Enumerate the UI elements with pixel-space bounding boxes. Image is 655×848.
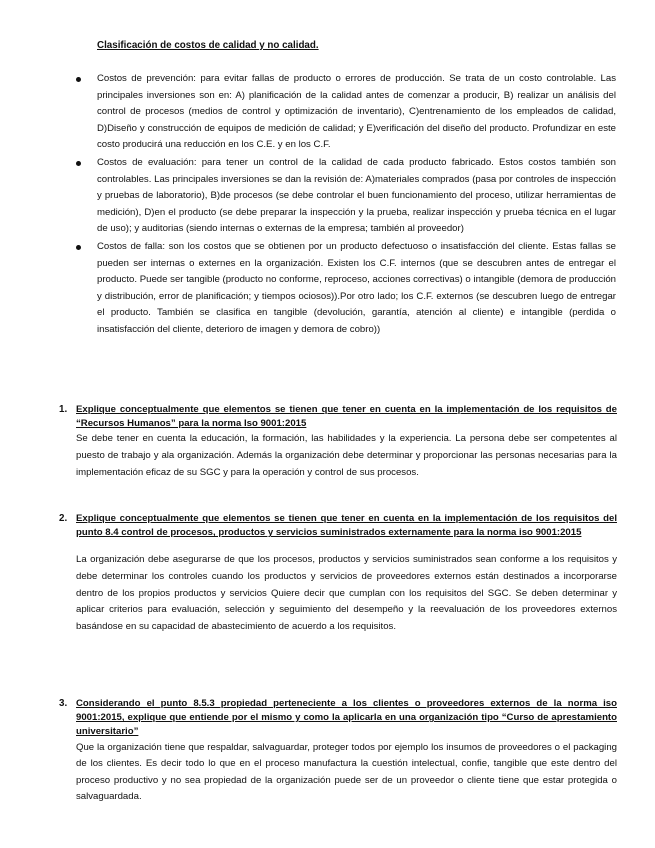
bullet-text: Costos de falla: son los costos que se obtienen por un producto defectuoso o insatisfacción del cliente. Estas fallas se pueden ser internas o externes en la organización. Existen los C.F. internos (que se descubren antes de entregar el producto. Puede ser tangible (producto no conforme, reproceso, acciones correctivas) o intangible (demora de producción y distribución, error de planificación; y tiempos ociosos)).Por otro lado; los C.F. externos (se descubren luego de entregar el producto. También se clasifica en tangible (devolución, garantía, atención al cliente) e intangible (perdida o insatisfacción del cliente, deterioro de imagen y demora de cobro)) (97, 240, 616, 335)
question-heading: Explique conceptualmente que elementos se tienen que tener en cuenta en la implementación de los requisitos de “Recursos Humanos” para la norma Iso 9001:2015 (76, 404, 617, 430)
cost-bullet-list (76, 71, 616, 340)
question-section-3 (59, 697, 617, 806)
bullet-dot-icon (76, 161, 81, 166)
bullet-text: Costos de evaluación: para tener un control de la calidad de cada producto fabricado. Estos costos también son controlables. Las principales inversiones se dan la revisión de: A)materiales comprados (pasa por controles de inspección y pruebas de laboratorio), B)de procesos (se debe controlar el buen funcionamiento del proceso, utilizar herramientas de medición), D)en el producto (se debe preparar la inspección y la prueba, realizar inspección y prueba técnica en el lugar de uso); y auditorias (siendo internas o externas de la empresa; también al proveedor) (97, 156, 616, 235)
question-number: 1. (59, 404, 68, 415)
bullet-dot-icon (76, 245, 81, 250)
answer-paragraph: La organización debe asegurarse de que los procesos, productos y servicios suministrados sean conforme a los requisitos y debe determinar los controles cuando los productos y servicios de proveedores externos están destinados a incorporarse dentro de los propios productos y servicios Quiere decir que cumplan con los requisitos del SGC. Se deben determinar y aplicar criterios para evaluación, selección y seguimiento del desempeño y la reevaluación de los proveedores externos basándose en su capacidad de abastecimiento de acuerdo a los requisitos. (76, 554, 617, 632)
question-number: 3. (59, 698, 68, 709)
bullet-evaluation (76, 155, 616, 238)
bullet-text: Costos de prevención: para evitar fallas de producto o errores de producción. Se trata de un costo controlable. Las principales inversiones son en: A) planificación de la calidad antes de comenzar a producir, B) realizar un análisis del control de procesos (medios de control y optimización de inventario), C)entrenamiento de los empleados de calidad, D)Diseño y construcción de equipos de medición de calidad; y E)verificación del diseño del producto. Profundizar en este costo producirá una reducción en los C.E. y en los C.F. (97, 73, 616, 151)
question-heading: Explique conceptualmente que elementos se tienen que tener en cuenta en la implementación de los requisitos del punto 8.4 control de procesos, productos y servicios suministrados externamente para la norma iso 9001:2015 (76, 513, 617, 539)
question-section-2 (59, 512, 617, 635)
answer-paragraph: Que la organización tiene que respaldar, salvaguardar, proteger todos por ejemplo los insumos de proveedores o el packaging de los clientes. Es decir todo lo que en el proceso manufactura la cuestión intelectual, confie, tangible que este dentro del proceso productivo y no sea propiedad de la organización puede ser de un proveedor o cliente tiene que estar protegida o salvaguardada. (76, 741, 617, 803)
question-heading: Considerando el punto 8.5.3 propiedad perteneciente a los clientes o proveedores externos de la norma iso 9001:2015, explique que entiende por el mismo y como la aplicarla en una organización tipo “Curso de aprestamiento universitario” (76, 698, 617, 738)
bullet-failure (76, 239, 616, 339)
question-number: 2. (59, 513, 68, 524)
bullet-prevention (76, 71, 616, 154)
bullet-dot-icon (76, 77, 81, 82)
answer-paragraph: Se debe tener en cuenta la educación, la formación, las habilidades y la experiencia. La persona debe ser competentes al puesto de trabajo y ala organización. Además la organización debe determinar y proporcionar las personas necesarias para la implementación eficaz de su SGC y para la operación y control de sus procesos. (76, 433, 617, 478)
question-section-1 (59, 403, 617, 481)
page-title: Clasificación de costos de calidad y no calidad. (97, 40, 319, 51)
